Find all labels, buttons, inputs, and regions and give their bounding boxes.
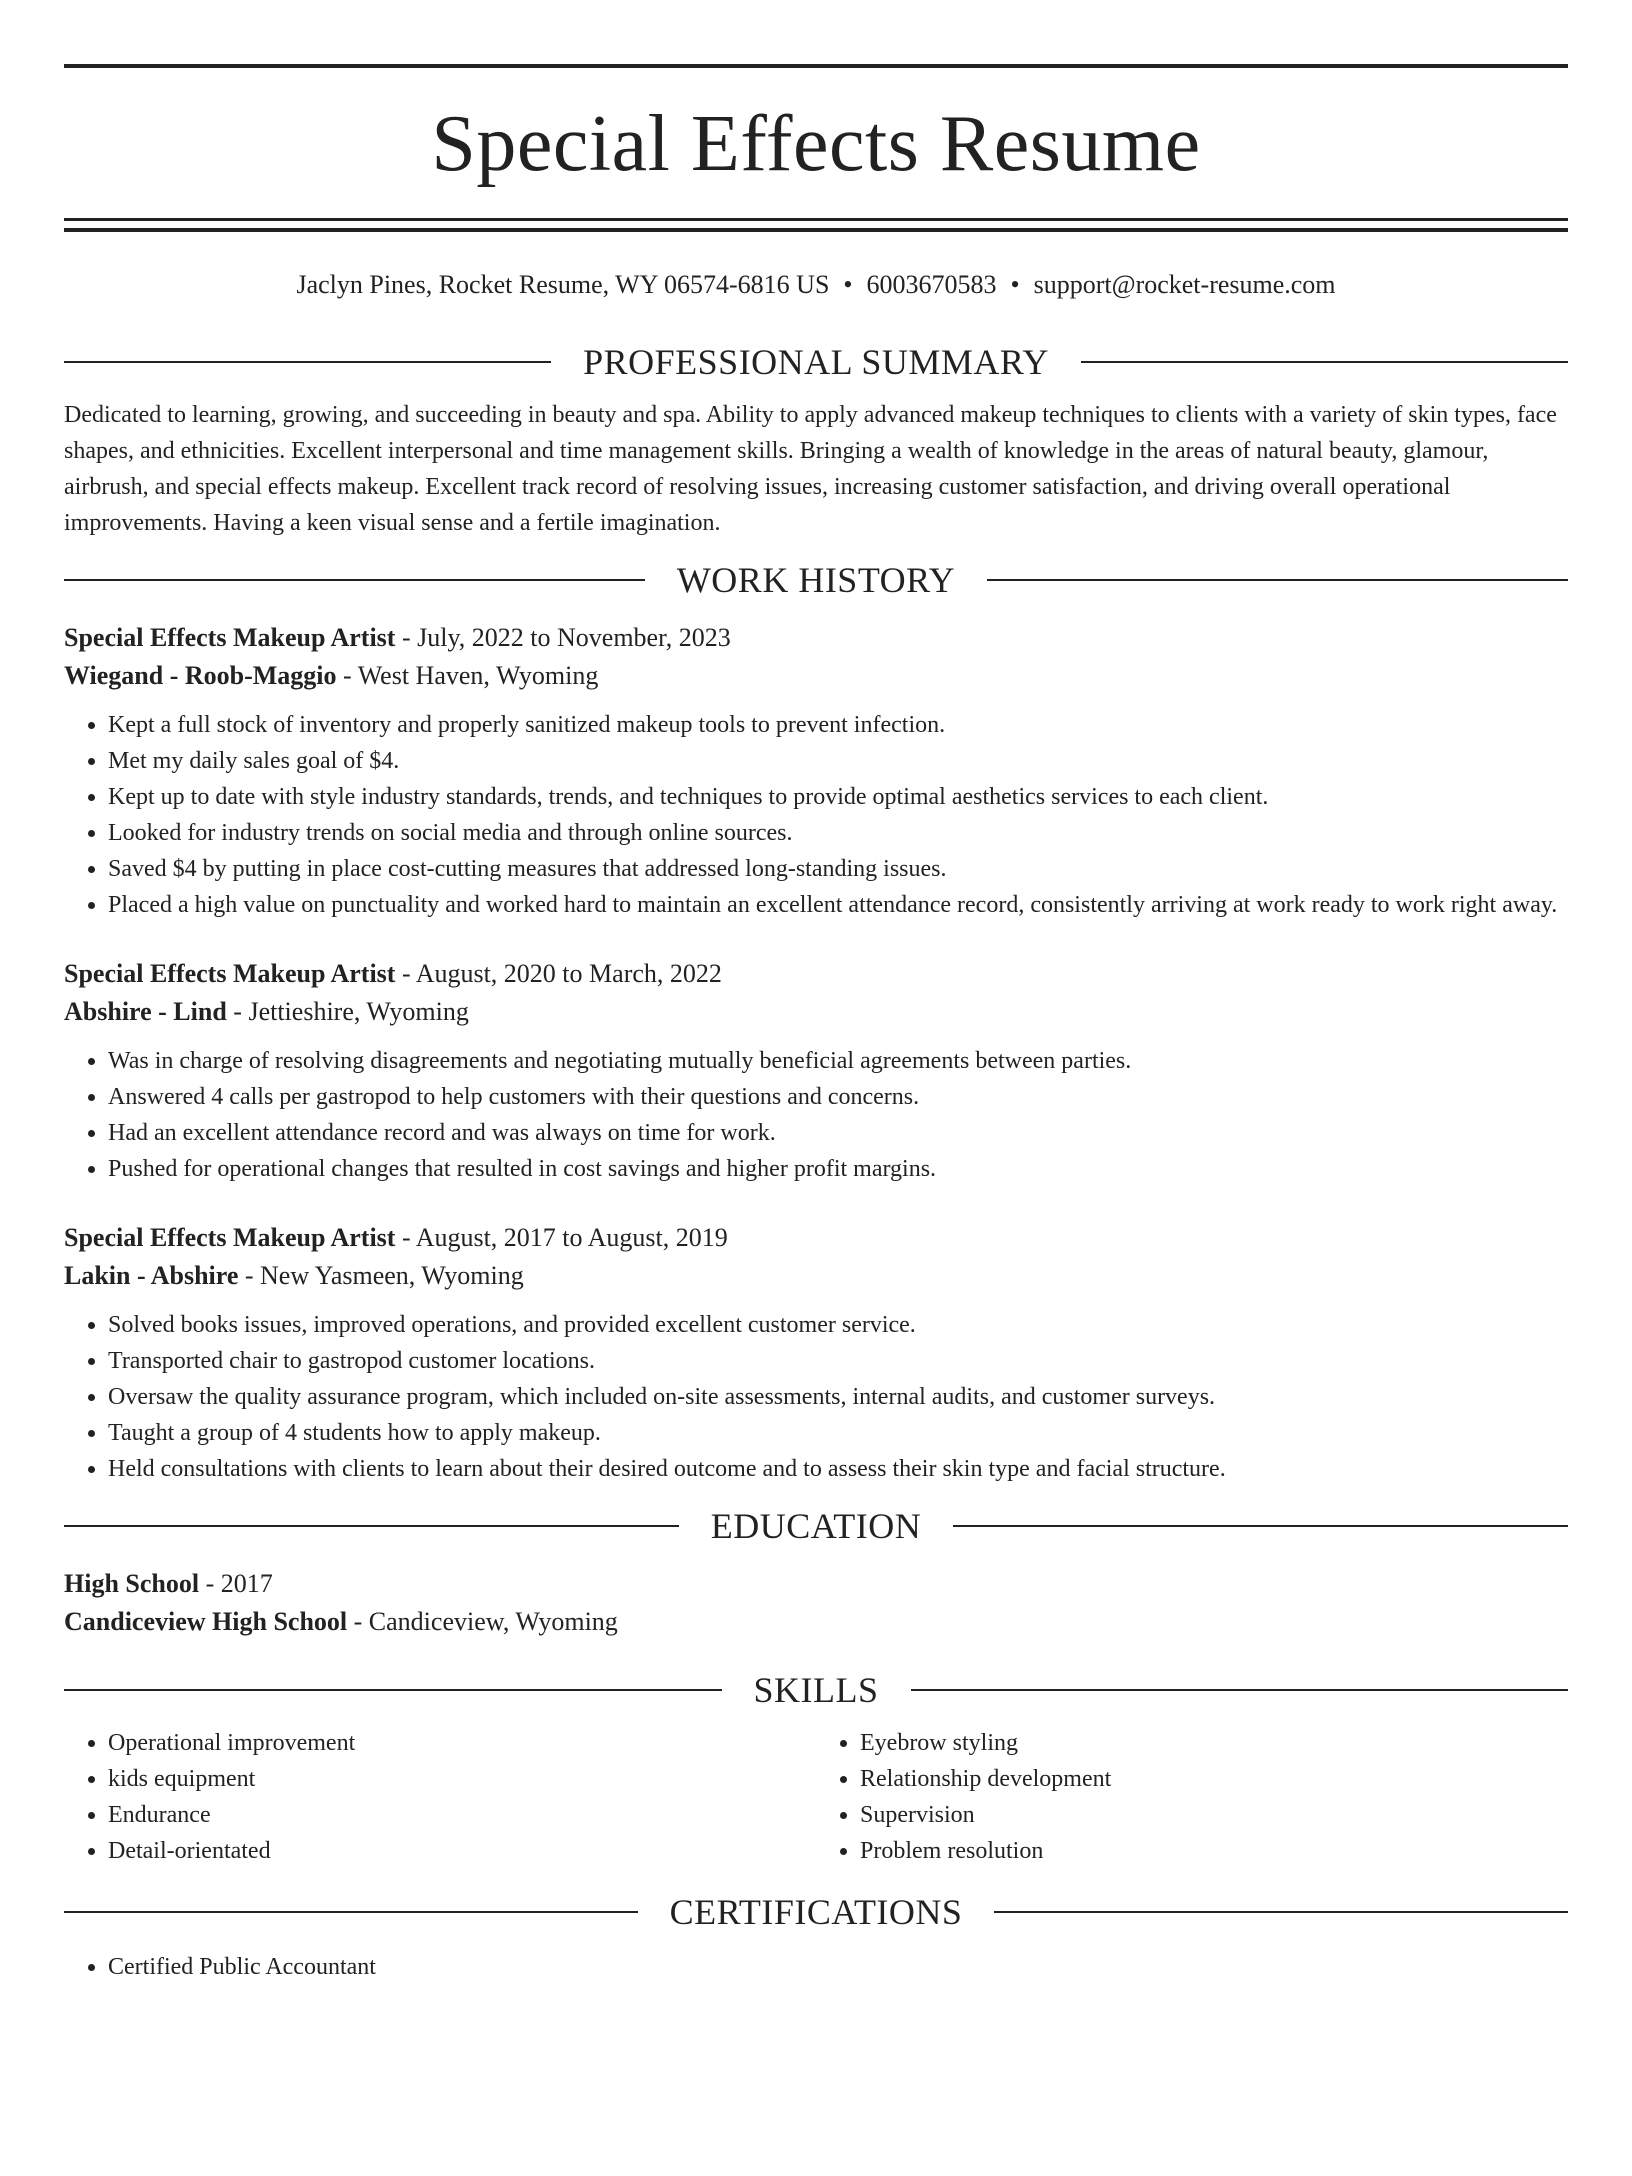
skills-column-left (64, 1725, 816, 1869)
list-item: • Pushed for operational changes that resulted in cost savings and higher profit margins. (108, 1151, 1568, 1187)
list-item: • Oversaw the quality assurance program, which included on-site assessments, internal audits, and customer surveys. (108, 1379, 1568, 1415)
job-entry (64, 955, 1568, 1187)
summary-paragraph: Dedicated to learning, growing, and succeeding in beauty and spa. Ability to apply advanced makeup techniques to clients with a variety of skin types, face shapes, and ethnicities. Excellent interpersonal and time management skills. Bringing a wealth of knowledge in the areas of natural beauty, glamour, airbrush, and special effects makeup. Excellent track record of resolving issues, increasing customer satisfaction, and driving overall operational improvements. Having a keen visual sense and a fertile imagination. (64, 402, 1557, 536)
list-item: • Met my daily sales goal of $4. (108, 743, 1568, 779)
section-header-work-history (64, 555, 1568, 605)
section-title: SKILLS (753, 1670, 879, 1710)
contact-line (64, 265, 1568, 305)
section-header-skills (64, 1665, 1568, 1715)
list-item: • Answered 4 calls per gastropod to help customers with their questions and concerns. (108, 1079, 1568, 1115)
job-location: - Jettieshire, Wyoming (226, 997, 469, 1026)
job-company: Lakin - Abshire (64, 1261, 239, 1290)
job-dates: - August, 2017 to August, 2019 (395, 1223, 728, 1252)
list-item: • Had an excellent attendance record and was always on time for work. (108, 1115, 1568, 1151)
certifications-list (64, 1949, 1568, 1985)
list-item: • Kept a full stock of inventory and properly sanitized makeup tools to prevent infection. (108, 707, 1568, 743)
skill-item: • Operational improvement (108, 1725, 816, 1761)
skill-item: • Eyebrow styling (860, 1725, 1568, 1761)
job-entry (64, 1219, 1568, 1487)
education-location: - Candiceview, Wyoming (347, 1607, 618, 1636)
section-header-education (64, 1501, 1568, 1551)
contact-email: support@rocket-resume.com (1033, 270, 1336, 299)
contact-address: Jaclyn Pines, Rocket Resume, WY 06574-6816 US (296, 270, 830, 299)
job-title-line (64, 1219, 1568, 1257)
job-bullets (64, 1043, 1568, 1187)
skill-item: • Detail-orientated (108, 1833, 816, 1869)
job-company-line (64, 993, 1568, 1031)
section-rule (64, 579, 645, 581)
contact-phone: 6003670583 (866, 270, 997, 299)
list-item: • Kept up to date with style industry standards, trends, and techniques to provide optimal aesthetics services to each client. (108, 779, 1568, 815)
section-rule (911, 1689, 1569, 1691)
job-company: Abshire - Lind (64, 997, 227, 1026)
job-company-line (64, 1257, 1568, 1295)
skill-item: • Supervision (860, 1797, 1568, 1833)
section-rule (953, 1525, 1568, 1527)
section-rule (64, 1911, 638, 1913)
job-entry (64, 619, 1568, 923)
section-rule (994, 1911, 1568, 1913)
job-dates: - August, 2020 to March, 2022 (395, 959, 722, 988)
section-title: EDUCATION (710, 1506, 922, 1546)
list-item: • Saved $4 by putting in place cost-cutting measures that addressed long-standing issues. (108, 851, 1568, 887)
title-double-rule (64, 218, 1568, 232)
education-school-line (64, 1603, 1568, 1641)
job-company: Wiegand - Roob-Maggio (64, 661, 337, 690)
page-title: Special Effects Resume (431, 100, 1201, 188)
section-header-summary (64, 337, 1568, 387)
section-title: CERTIFICATIONS (669, 1892, 963, 1932)
list-item: • Was in charge of resolving disagreements and negotiating mutually beneficial agreements between parties. (108, 1043, 1568, 1079)
job-title-line (64, 955, 1568, 993)
section-header-certifications (64, 1887, 1568, 1937)
contact-separator: • (843, 270, 853, 299)
education-degree-line (64, 1565, 1568, 1603)
education-degree: High School (64, 1569, 200, 1598)
education-year: - 2017 (199, 1569, 273, 1598)
section-rule (64, 1525, 679, 1527)
list-item: • Transported chair to gastropod customer locations. (108, 1343, 1568, 1379)
job-role: Special Effects Makeup Artist (64, 623, 396, 652)
list-item: • Looked for industry trends on social media and through online sources. (108, 815, 1568, 851)
job-bullets (64, 707, 1568, 923)
top-rule (64, 64, 1568, 68)
job-dates: - July, 2022 to November, 2023 (395, 623, 731, 652)
section-rule (987, 579, 1568, 581)
skill-item: • kids equipment (108, 1761, 816, 1797)
list-item: • Held consultations with clients to learn about their desired outcome and to assess their skin type and facial structure. (108, 1451, 1568, 1487)
skills-grid (64, 1725, 1568, 1869)
contact-separator: • (1010, 270, 1020, 299)
job-role: Special Effects Makeup Artist (64, 1223, 396, 1252)
education-entry (64, 1565, 1568, 1641)
skills-column-right (816, 1725, 1568, 1869)
job-bullets (64, 1307, 1568, 1487)
section-rule (64, 1689, 722, 1691)
resume-page (0, 64, 1632, 2176)
list-item: • Taught a group of 4 students how to apply makeup. (108, 1415, 1568, 1451)
job-role: Special Effects Makeup Artist (64, 959, 396, 988)
skill-item: • Endurance (108, 1797, 816, 1833)
education-school: Candiceview High School (64, 1607, 348, 1636)
section-title: PROFESSIONAL SUMMARY (583, 342, 1049, 382)
skill-item: • Problem resolution (860, 1833, 1568, 1869)
job-company-line (64, 657, 1568, 695)
job-location: - West Haven, Wyoming (336, 661, 599, 690)
skill-item: • Relationship development (860, 1761, 1568, 1797)
section-rule (64, 361, 551, 363)
section-title: WORK HISTORY (676, 560, 956, 600)
certification-item: • Certified Public Accountant (108, 1949, 1568, 1985)
list-item: • Placed a high value on punctuality and worked hard to maintain an excellent attendance record, consistently arriving at work ready to work right away. (108, 887, 1568, 923)
list-item: • Solved books issues, improved operations, and provided excellent customer service. (108, 1307, 1568, 1343)
job-title-line (64, 619, 1568, 657)
job-location: - New Yasmeen, Wyoming (238, 1261, 524, 1290)
section-rule (1081, 361, 1568, 363)
